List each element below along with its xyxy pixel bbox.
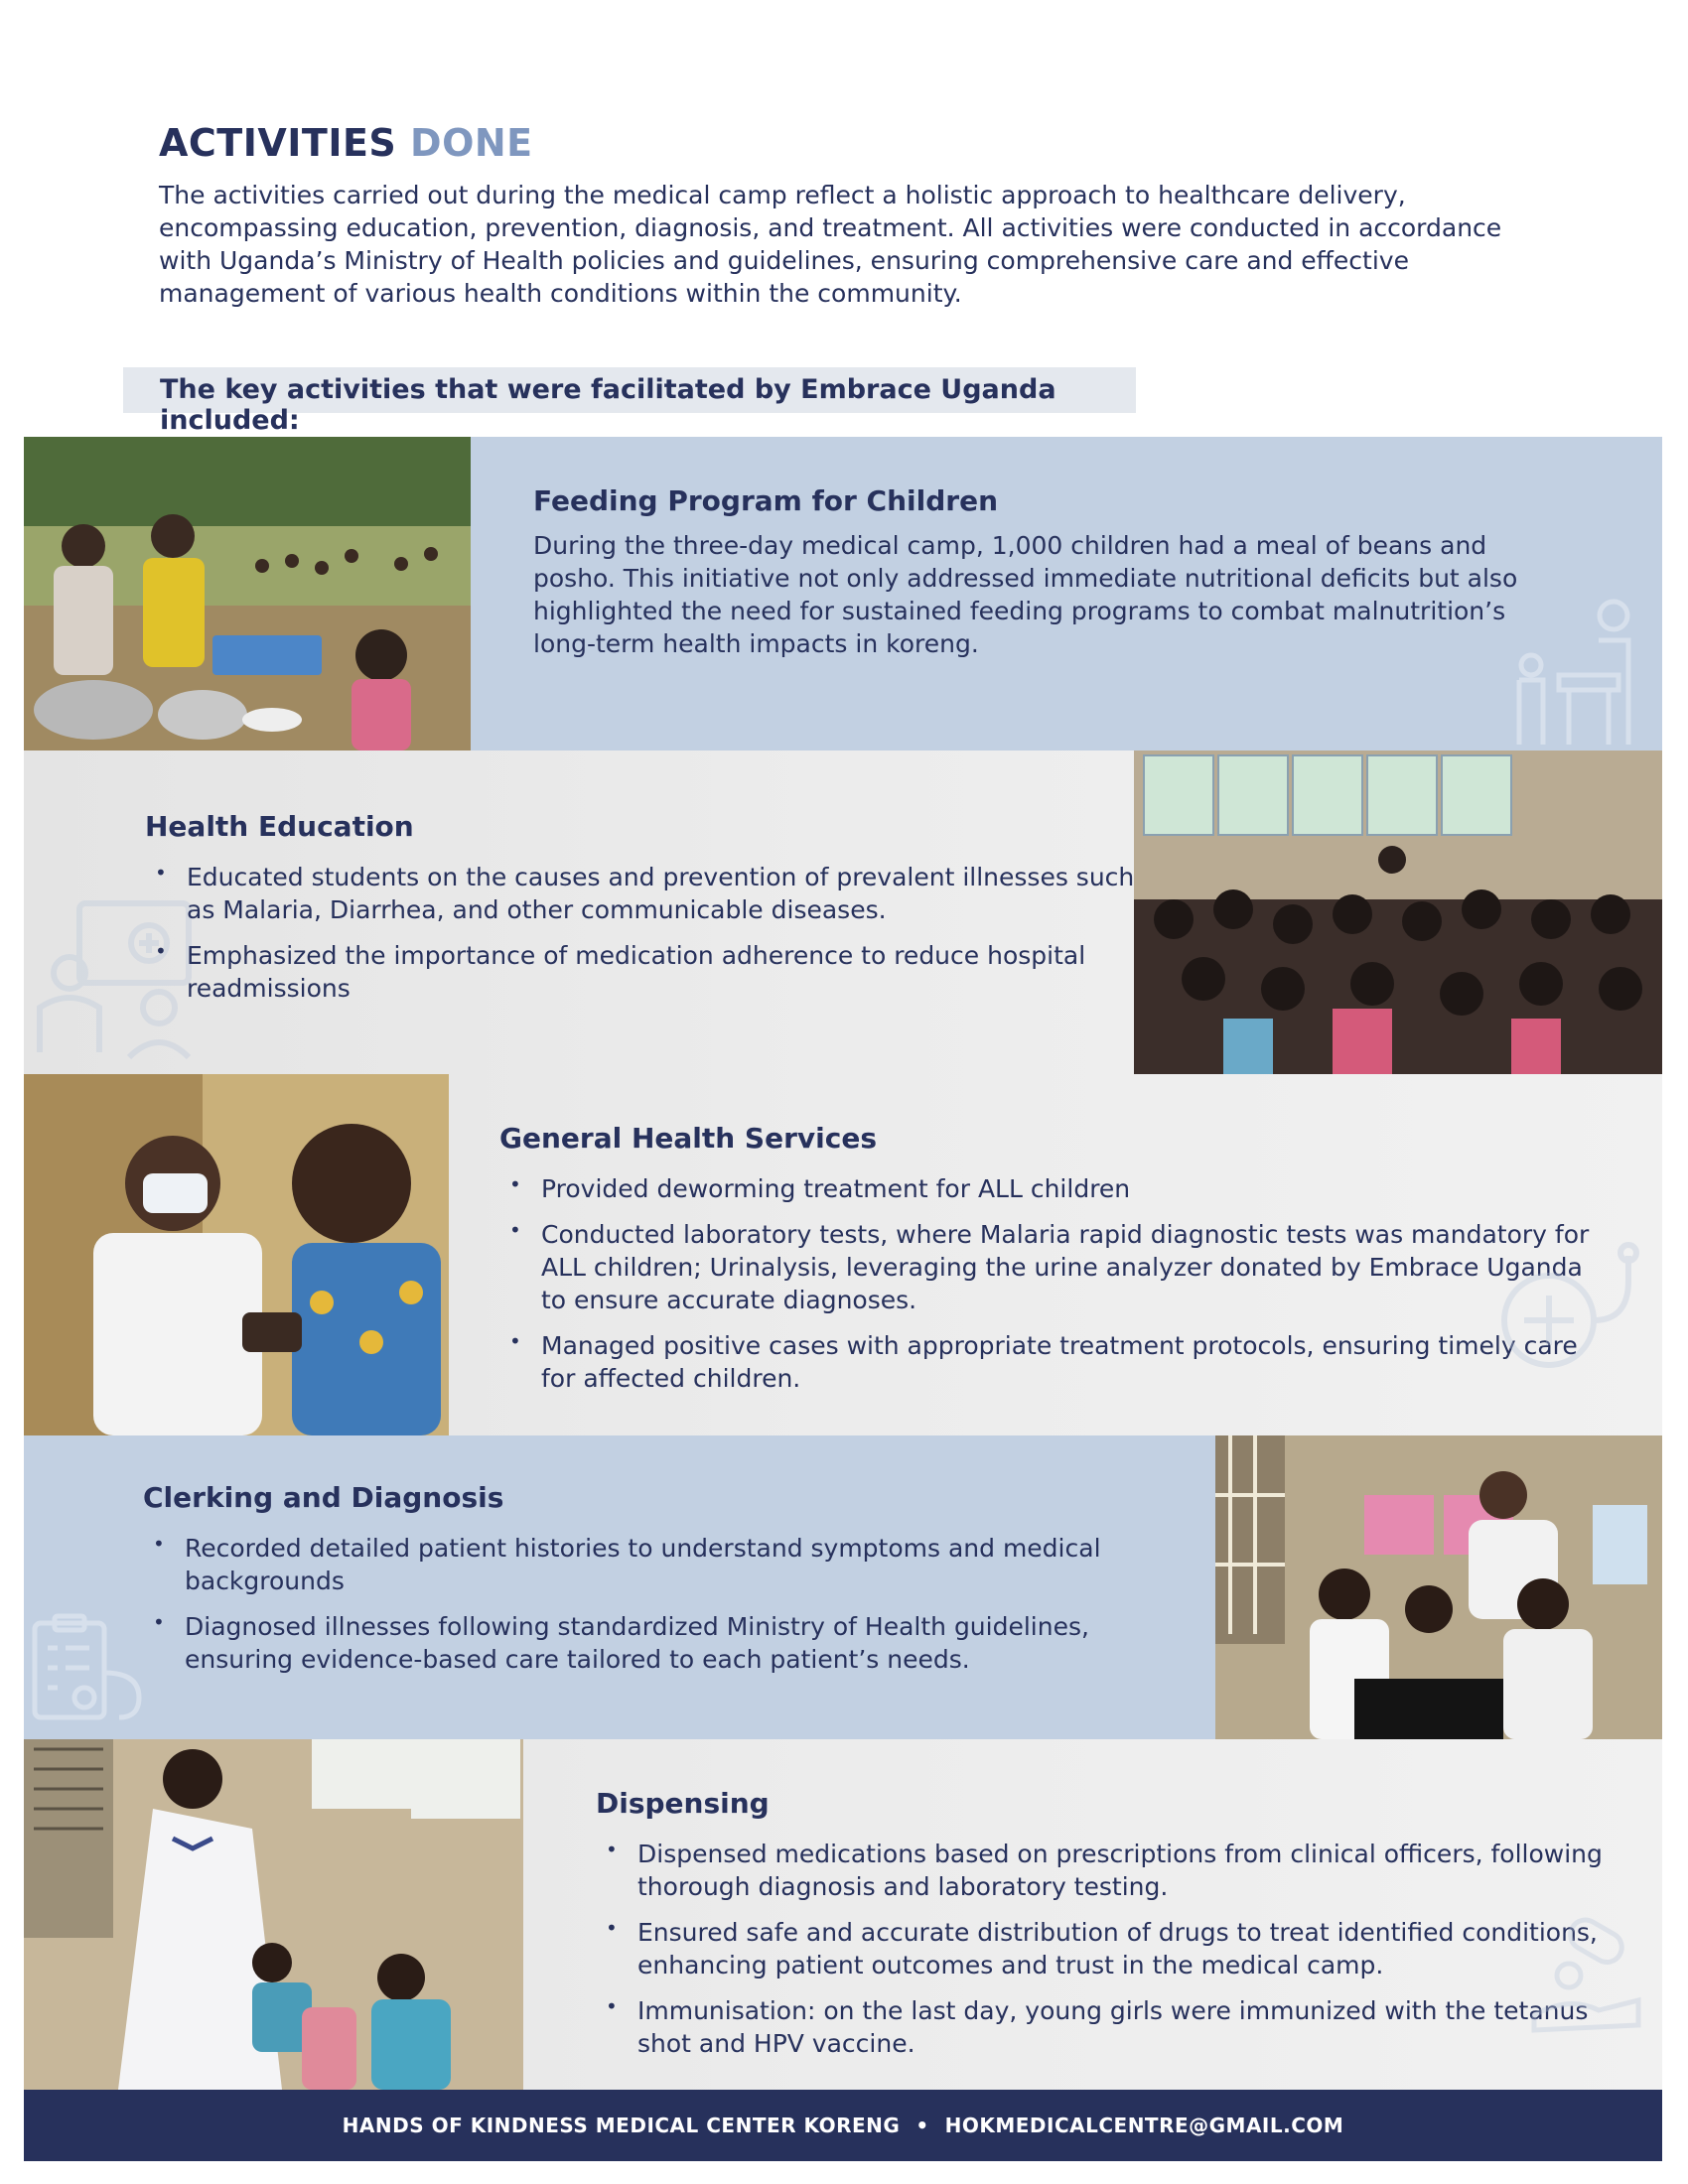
dispensing-photo — [24, 1739, 523, 2090]
medicine-hand-icon — [1529, 1916, 1648, 2035]
clerking-bullets — [143, 1532, 1186, 1676]
dispensing-title: Dispensing — [596, 1787, 770, 1820]
bullet-item: • Emphasized the importance of medication adherence to reduce hospital readmissions — [145, 939, 1138, 1005]
education-content — [145, 810, 1138, 1018]
bullet-item: • Recorded detailed patient histories to understand symptoms and medical backgrounds — [143, 1532, 1186, 1597]
general-photo — [24, 1074, 449, 1435]
intro-paragraph: The activities carried out during the medical camp reflect a holistic approach to healthcare delivery, encompassing education, prevention, diagnosis, and treatment. All activities were conducted in accordance with Uganda’s Ministry of Health policies and guidelines, ensuring comprehensive care and effective management of various health conditions within the community. — [159, 181, 1502, 308]
education-photo — [1134, 751, 1662, 1074]
bullet-item: • Immunisation: on the last day, young girls were immunized with the tetanus shot and HPV vaccine. — [596, 1994, 1648, 2060]
bullet-item: • Ensured safe and accurate distribution of drugs to treat identified conditions, enhancing patient outcomes and trust in the medical camp. — [596, 1916, 1648, 1981]
key-activities-heading: The key activities that were facilitated by Embrace Uganda included: — [160, 374, 1056, 436]
feeding-text: During the three-day medical camp, 1,000 children had a meal of beans and posho. This initiative not only addressed immediate nutritional deficits but also highlighted the need for sustained feeding programs to combat malnutrition’s long-term health impacts in koreng. — [533, 531, 1518, 658]
education-bullets — [145, 861, 1138, 1005]
feeding-photo — [24, 437, 471, 751]
clipboard-icon — [30, 1613, 149, 1722]
footer-org: HANDS OF KINDNESS MEDICAL CENTER KORENG — [342, 2114, 901, 2137]
clerking-title: Clerking and Diagnosis — [143, 1481, 504, 1514]
footer — [24, 2090, 1662, 2161]
clerking-photo — [1215, 1435, 1662, 1739]
footer-separator: • — [915, 2114, 929, 2137]
feeding-title: Feeding Program for Children — [533, 484, 999, 517]
key-activities-banner — [123, 367, 1136, 436]
general-content — [499, 1122, 1612, 1408]
dispensing-content — [596, 1787, 1648, 2073]
bullet-item: • Managed positive cases with appropriate treatment protocols, ensuring timely care for affected children. — [499, 1329, 1612, 1395]
footer-email: HOKMEDICALCENTRE@GMAIL.COM — [944, 2114, 1344, 2137]
bullet-item: • Provided deworming treatment for ALL children — [499, 1172, 1612, 1205]
bullet-item: • Conducted laboratory tests, where Malaria rapid diagnostic tests was mandatory for ALL children; Urinalysis, leveraging the urine analyzer donated by Embrace Uganda to ensure accurate diagnoses. — [499, 1218, 1612, 1316]
bullet-item: • Educated students on the causes and prevention of prevalent illnesses such as Malaria, Diarrhea, and other communicable diseases. — [145, 861, 1138, 926]
title-main: ACTIVITIES — [159, 121, 397, 165]
bullet-item: • Diagnosed illnesses following standardized Ministry of Health guidelines, ensuring evidence-based care tailored to each patient’s needs. — [143, 1610, 1186, 1676]
general-bullets — [499, 1172, 1612, 1395]
general-title: General Health Services — [499, 1122, 877, 1155]
title-accent: DONE — [410, 121, 533, 165]
feeding-icon — [1509, 596, 1648, 745]
education-title: Health Education — [145, 810, 414, 843]
bullet-item: • Dispensed medications based on prescriptions from clinical officers, following thorough diagnosis and laboratory testing. — [596, 1838, 1648, 1903]
feeding-content — [533, 484, 1526, 660]
page-title — [159, 121, 533, 165]
dispensing-bullets — [596, 1838, 1648, 2060]
stethoscope-icon — [1489, 1241, 1648, 1390]
clerking-content — [143, 1481, 1186, 1689]
